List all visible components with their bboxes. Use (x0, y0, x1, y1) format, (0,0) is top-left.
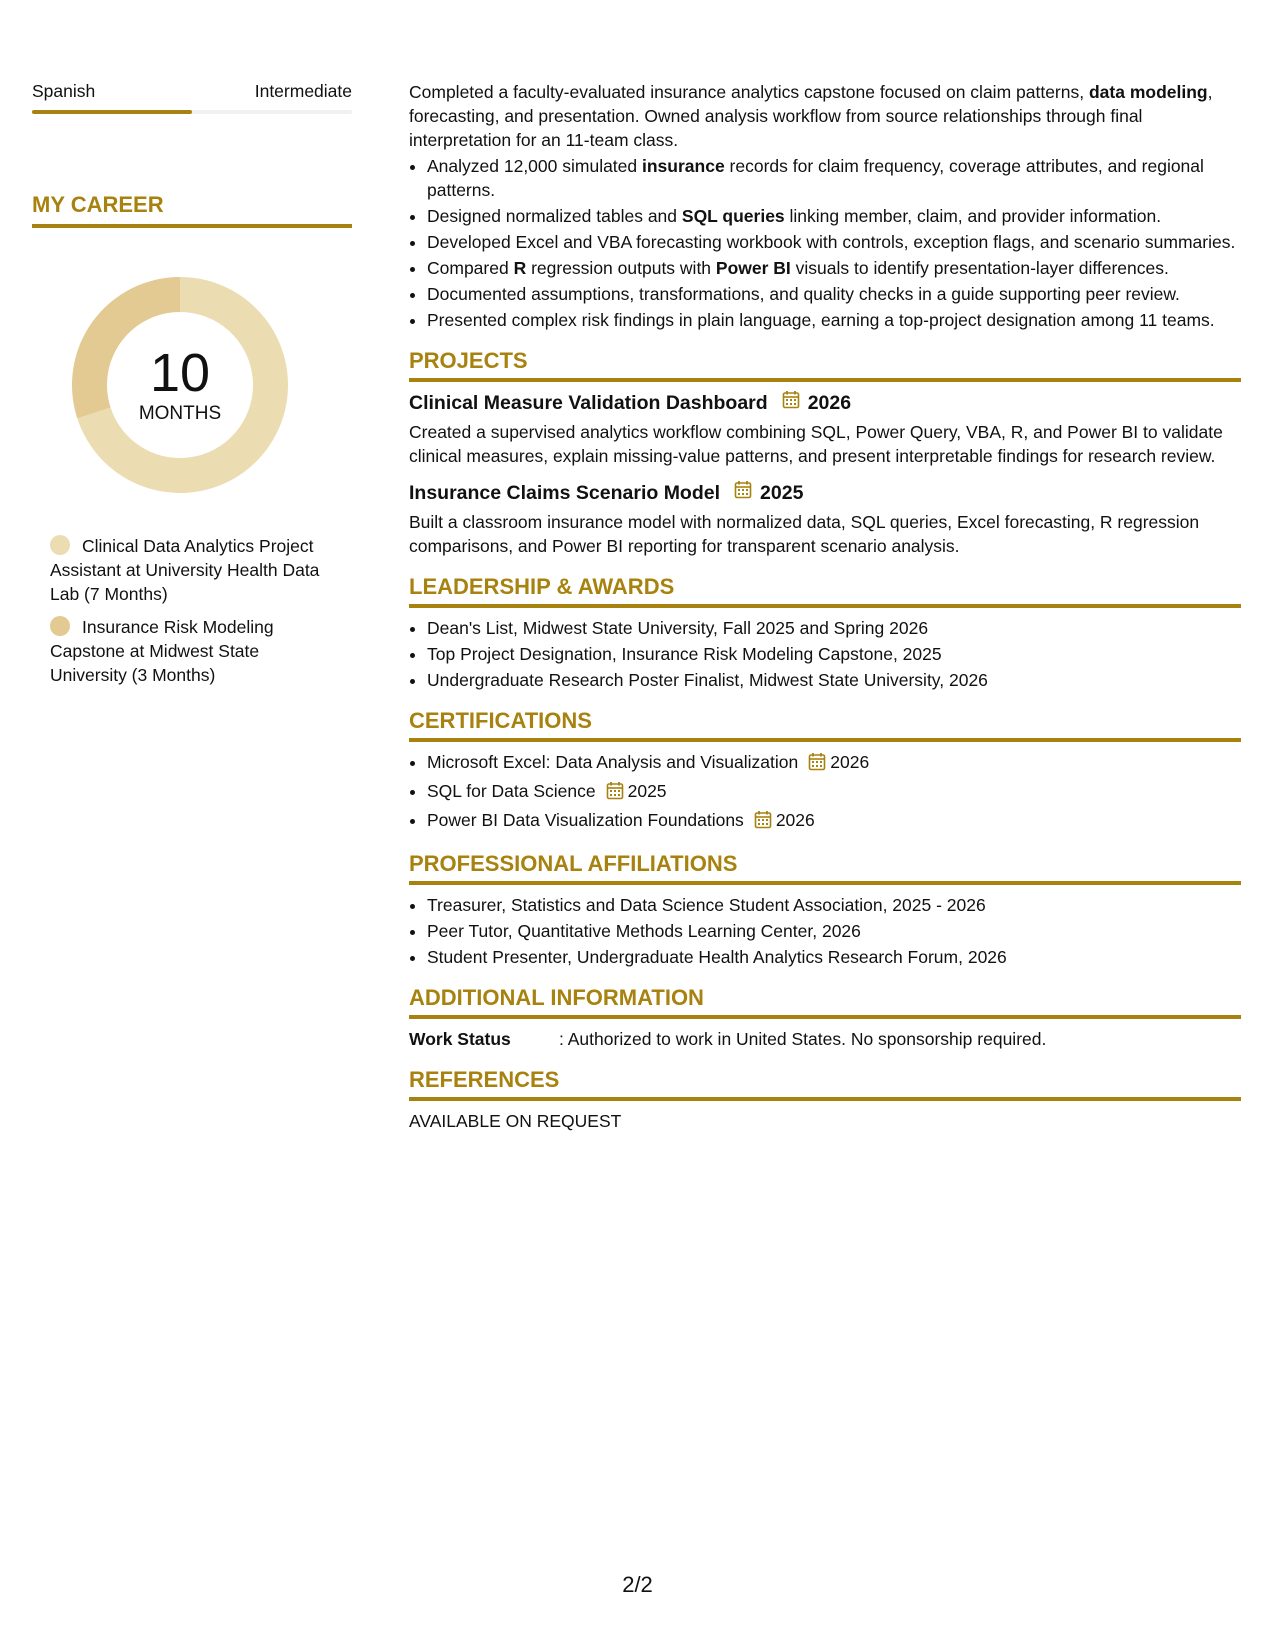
bullet-item: • Documented assumptions, transformations, and quality checks in a guide supporting peer review. (427, 282, 1241, 306)
career-heading: MY CAREER (32, 192, 352, 228)
legend-item (50, 534, 320, 606)
legend-label: Clinical Data Analytics Project Assistant at University Health Data Lab (7 Months) (50, 536, 320, 604)
affiliations-heading: PROFESSIONAL AFFILIATIONS (409, 851, 1241, 885)
additional-info-heading: ADDITIONAL INFORMATION (409, 985, 1241, 1019)
bullet-keyword: R (513, 258, 527, 278)
bullet-text: Compared (427, 258, 514, 278)
certifications-heading: CERTIFICATIONS (409, 708, 1241, 742)
bullet-item: • Presented complex risk findings in plain language, earning a top-project designation among 11 teams. (427, 308, 1241, 332)
certification-item (427, 750, 1241, 777)
legend-dot-icon (50, 616, 70, 636)
career-legend (50, 534, 320, 687)
leadership-list (409, 616, 1241, 692)
bullet-item (427, 154, 1241, 202)
project-description: Built a classroom insurance model with normalized data, SQL queries, Excel forecasting, R regression comparisons, and Power BI reporting for transparent scenario analysis. (409, 512, 1200, 556)
calendar-icon (734, 480, 752, 506)
bullet-keyword: SQL queries (681, 206, 785, 226)
work-status-value: : Authorized to work in United States. No sponsorship required. (559, 1029, 1047, 1049)
project-year: 2025 (760, 482, 804, 504)
calendar-icon (808, 752, 826, 777)
certification-name: Microsoft Excel: Data Analysis and Visualization (427, 752, 799, 772)
summary-text: , forecasting, and presentation. Owned analysis workflow from source relationships through final interpretation for an 11-team class. (409, 82, 1213, 150)
bullet-keyword: Power BI (715, 258, 791, 278)
summary-text: Completed a faculty-evaluated insurance analytics capstone focused on claim patterns, (409, 82, 1089, 102)
bullet-item (427, 256, 1241, 280)
career-total-value: 10 (149, 343, 211, 403)
project-description: Created a supervised analytics workflow combining SQL, Power Query, VBA, R, and Power BI to validate clinical measures, explain missing-value patterns, and present interpretable findings for research review. (409, 422, 1223, 466)
work-status-row (409, 1027, 1241, 1051)
bullet-item: • Developed Excel and VBA forecasting workbook with controls, exception flags, and scenario summaries. (427, 230, 1241, 254)
right-column (409, 80, 1241, 1133)
certification-name: SQL for Data Science (427, 781, 596, 801)
references-heading: REFERENCES (409, 1067, 1241, 1101)
bullet-keyword: insurance (642, 156, 725, 176)
bullet-text: Analyzed 12,000 simulated (427, 156, 642, 176)
career-donut-chart (67, 272, 293, 498)
calendar-icon (782, 390, 800, 416)
bullet-text: regression outputs with (526, 258, 716, 278)
legend-item (50, 615, 320, 687)
project-entry (409, 390, 1241, 468)
projects-heading: PROJECTS (409, 348, 1241, 382)
work-status-label: Work Status (409, 1029, 511, 1049)
certification-year: 2026 (775, 810, 815, 830)
certification-name: Power BI Data Visualization Foundations (427, 810, 744, 830)
affiliation-item: • Treasurer, Statistics and Data Science Student Association, 2025 - 2026 (427, 893, 1241, 917)
legend-dot-icon (50, 535, 70, 555)
language-level: Intermediate (254, 81, 352, 101)
certification-year: 2026 (830, 752, 870, 772)
language-name: Spanish (32, 81, 96, 101)
language-proficiency-fill (32, 110, 192, 114)
bullet-text: linking member, claim, and provider information. (784, 206, 1162, 226)
language-proficiency-bar (32, 110, 352, 114)
affiliation-item: • Student Presenter, Undergraduate Health Analytics Research Forum, 2026 (427, 945, 1241, 969)
certification-item (427, 808, 1241, 835)
leadership-item: • Top Project Designation, Insurance Risk Modeling Capstone, 2025 (427, 642, 1241, 666)
leadership-item: • Undergraduate Research Poster Finalist, Midwest State University, 2026 (427, 668, 1241, 692)
bullet-text: visuals to identify presentation-layer differences. (790, 258, 1169, 278)
capstone-summary (409, 80, 1241, 152)
legend-label: Insurance Risk Modeling Capstone at Midwest State University (3 Months) (50, 617, 274, 685)
summary-keyword: data modeling (1088, 82, 1208, 102)
project-entry (409, 480, 1241, 558)
certification-year: 2025 (627, 781, 667, 801)
bullet-text: records for claim frequency, coverage attributes, and regional patterns. (427, 156, 1204, 200)
certifications-list (409, 750, 1241, 835)
language-skill (32, 80, 352, 114)
page-number: 2/2 (622, 1572, 653, 1597)
calendar-icon (606, 781, 624, 806)
bullet-text: Designed normalized tables and (427, 206, 682, 226)
affiliation-item: • Peer Tutor, Quantitative Methods Learning Center, 2026 (427, 919, 1241, 943)
project-title: Clinical Measure Validation Dashboard (409, 392, 768, 414)
calendar-icon (754, 810, 772, 835)
left-column (32, 80, 352, 696)
capstone-bullets (409, 154, 1241, 332)
leadership-heading: LEADERSHIP & AWARDS (409, 574, 1241, 608)
affiliations-list (409, 893, 1241, 969)
bullet-item (427, 204, 1241, 228)
project-title: Insurance Claims Scenario Model (409, 482, 721, 504)
project-year: 2026 (807, 392, 852, 414)
certification-item (427, 779, 1241, 806)
career-total-unit: MONTHS (138, 403, 222, 424)
leadership-item: • Dean's List, Midwest State University, Fall 2025 and Spring 2026 (427, 616, 1241, 640)
references-text: AVAILABLE ON REQUEST (409, 1111, 622, 1131)
